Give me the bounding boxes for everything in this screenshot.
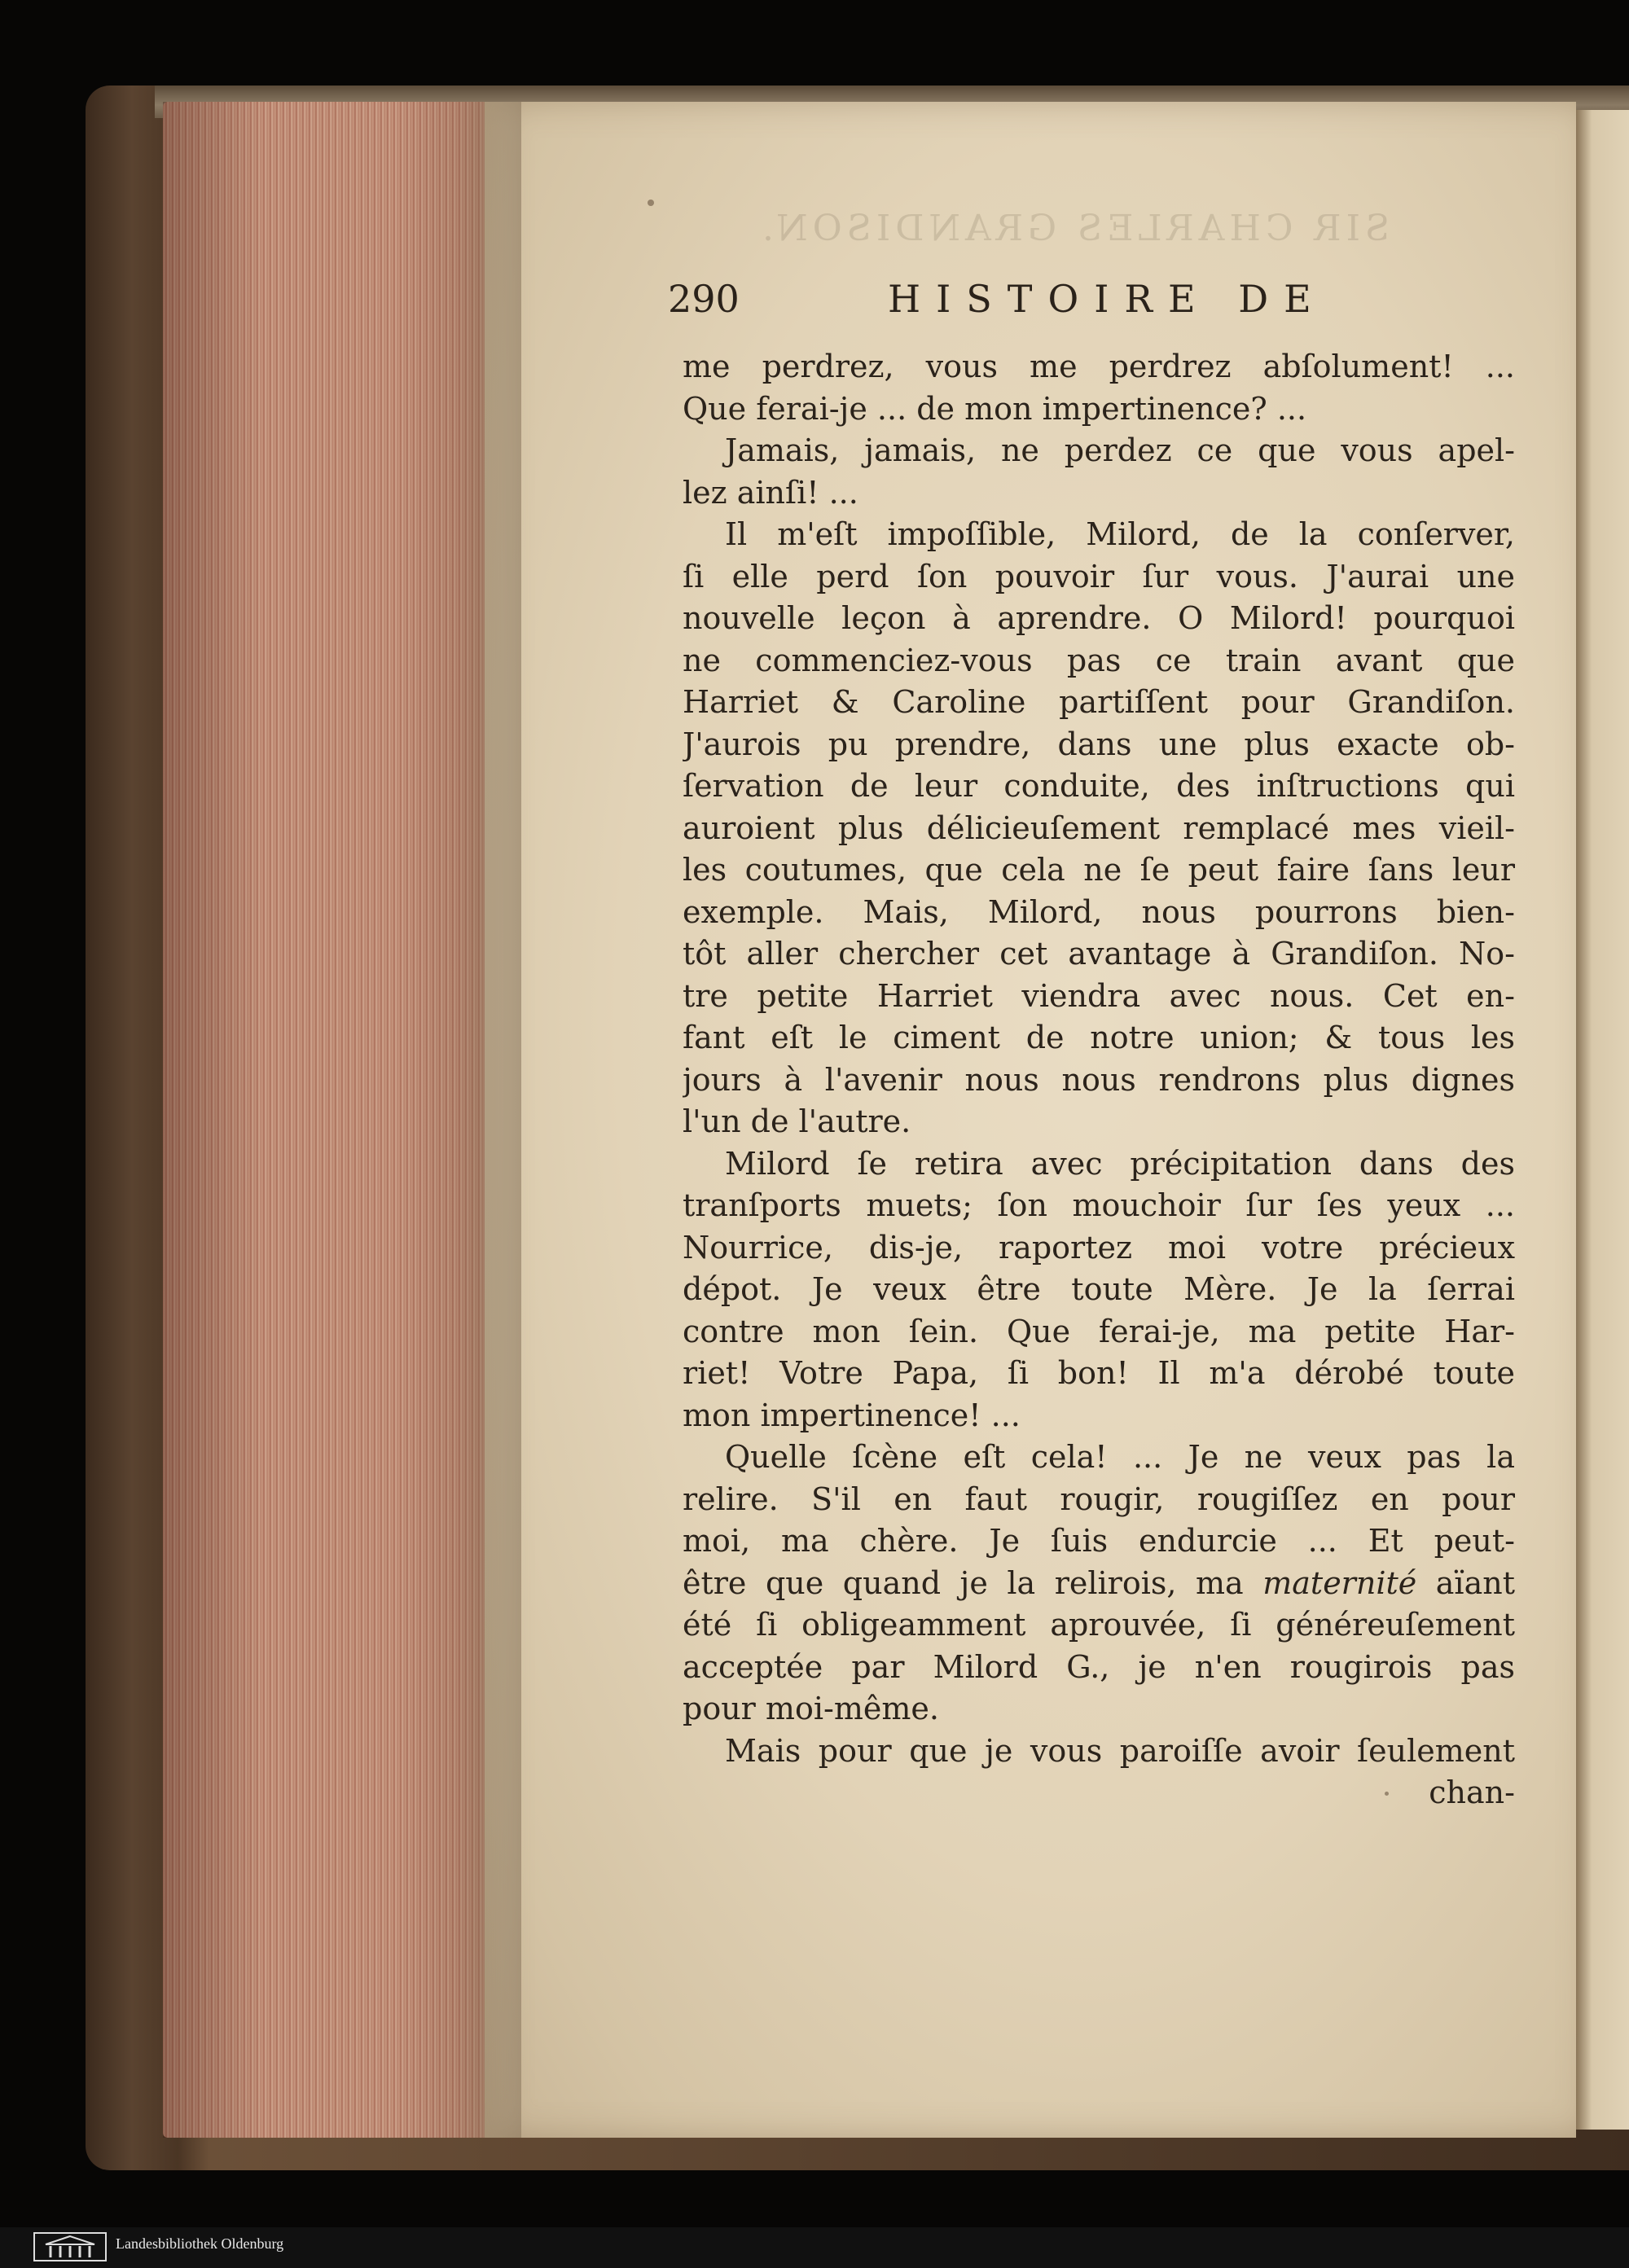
text-line: fant eſt le ciment de notre union; & tous les	[683, 1020, 1515, 1055]
text-segment: être que quand je la relirois, ma	[683, 1564, 1244, 1601]
body-text	[683, 346, 1515, 1814]
text-line: Quelle ſcène eſt cela! ... Je ne veux pas la	[725, 1439, 1515, 1475]
text-line: J'aurois pu prendre, dans une plus exacte ob-	[683, 726, 1515, 762]
page-edges-shade	[163, 102, 497, 2138]
text-line: moi, ma chère. Je ſuis endurcie ... Et peut-	[683, 1523, 1515, 1559]
paper-speck	[648, 200, 654, 206]
text-segment: aïant	[1435, 1564, 1515, 1601]
text-line: exemple. Mais, Milord, nous pourrons bien-	[683, 893, 1515, 930]
page-number: 290	[668, 277, 740, 321]
text-line: me perdrez, vous me perdrez abſolument! ...	[683, 349, 1515, 384]
text-line: Que ferai-je ... de mon impertinence? ...	[683, 390, 1307, 427]
text-line: mon impertinence! ...	[683, 1397, 1021, 1433]
text-line: riet! Votre Papa, ſi bon! Il m'a dérobé toute	[683, 1355, 1515, 1391]
text-line: Mais pour que je vous paroiſſe avoir ſeulement	[725, 1732, 1515, 1769]
text-line: Jamais, jamais, ne perdez ce que vous apel-	[725, 432, 1515, 468]
text-line: jours à l'avenir nous nous rendrons plus dignes	[683, 1061, 1515, 1098]
text-line: Harriet & Caroline partiſſent pour Grandiſon.	[683, 684, 1515, 720]
library-name: Landesbibliothek Oldenburg	[116, 2235, 284, 2252]
text-line: pour moi-même.	[683, 1691, 939, 1726]
facing-page-edge	[1576, 110, 1629, 2130]
text-line: Milord ſe retira avec précipitation dans des	[725, 1145, 1515, 1182]
gutter-shadow	[456, 102, 521, 2138]
text-line: auroient plus délicieuſement remplacé mes vieil-	[683, 809, 1515, 846]
text-line	[683, 1563, 1515, 1605]
text-line: tre petite Harriet viendra avec nous. Cet en-	[683, 977, 1515, 1014]
running-head: HISTOIRE DE	[888, 277, 1327, 321]
italic-word: maternité	[1262, 1564, 1417, 1601]
bleed-through-text: SIR CHARLES GRANDISON.	[757, 208, 1390, 249]
text-line: nouvelle leçon à aprendre. O Milord! pourquoi	[683, 600, 1515, 636]
text-line: été ſi obligeamment aprouvée, ſi généreuſement	[683, 1607, 1515, 1643]
text-line: relire. S'il en faut rougir, rougiſſez en pour	[683, 1481, 1515, 1517]
text-line: ſi elle perd ſon pouvoir ſur vous. J'aurai une	[683, 558, 1515, 594]
text-line: contre mon ſein. Que ferai-je, ma petite Har-	[683, 1313, 1515, 1349]
catchword: chan-	[1429, 1774, 1515, 1810]
text-line: ne commenciez-vous pas ce train avant que	[683, 642, 1515, 678]
text-line: dépot. Je veux être toute Mère. Je la ſerrai	[683, 1271, 1515, 1307]
text-line: les coutumes, que cela ne ſe peut faire ſans leur	[683, 852, 1515, 888]
text-line: ſervation de leur conduite, des inſtructions qui	[683, 768, 1515, 804]
text-line: lez ainſi! ...	[683, 474, 858, 511]
text-line: Il m'eſt impoſſible, Milord, de la conſerver,	[725, 516, 1515, 552]
library-building-icon	[33, 2230, 108, 2262]
text-line: tôt aller chercher cet avantage à Grandiſon. No-	[683, 936, 1515, 972]
text-line: acceptée par Milord G., je n'en rougirois pas	[683, 1648, 1515, 1685]
text-line: l'un de l'autre.	[683, 1103, 911, 1139]
text-line: Nourrice, dis-je, raportez moi votre précieux	[683, 1229, 1515, 1266]
text-line: tranſports muets; ſon mouchoir ſur ſes yeux ...	[683, 1187, 1515, 1223]
